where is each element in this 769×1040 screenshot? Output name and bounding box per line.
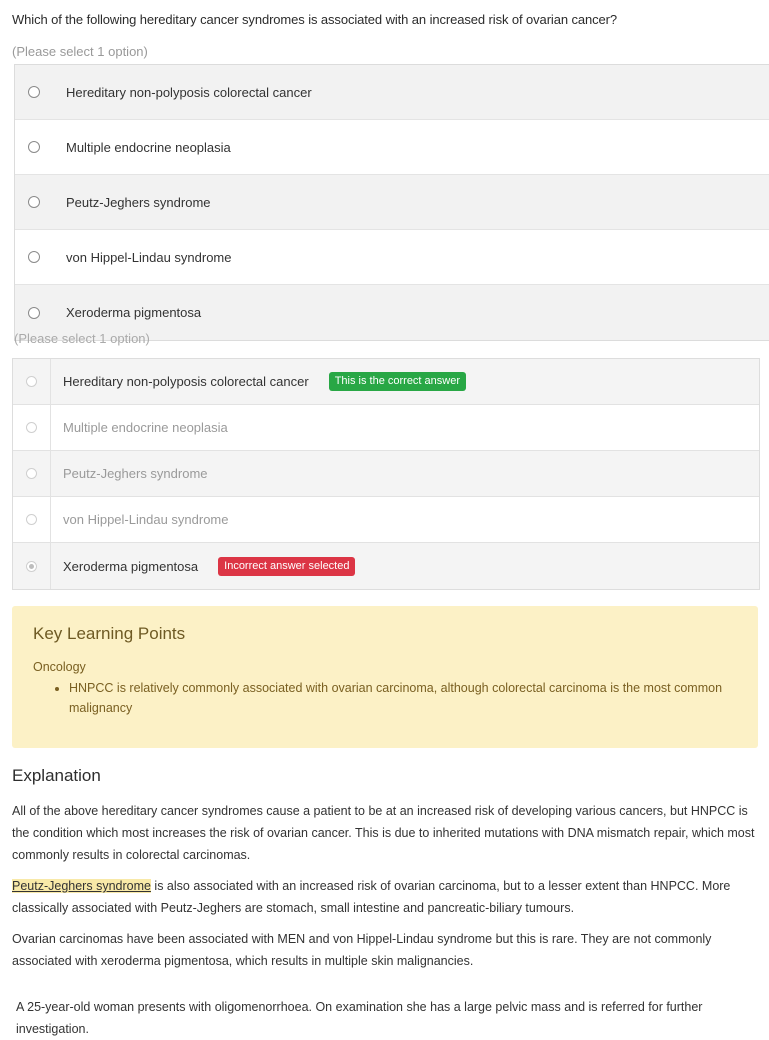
question-text: Which of the following hereditary cancer syndromes is associated with an increased risk of ovarian cancer? — [12, 12, 618, 27]
review-option-label: Multiple endocrine neoplasia — [63, 420, 228, 435]
incorrect-answer-badge: Incorrect answer selected — [218, 557, 355, 576]
correct-answer-badge: This is the correct answer — [329, 372, 466, 391]
review-option-label: Hereditary non-polyposis colorectal cancer — [63, 374, 309, 389]
explanation-paragraph: All of the above hereditary cancer syndromes cause a patient to be at an increased risk of developing various cancers, but HNPCC is the condition which most increases the risk of ovarian cancer. This is due to inherited mutations with DNA mismatch repair, which most commonly results in colorectal carcinomas. — [12, 804, 755, 862]
explanation-paragraph — [12, 875, 760, 919]
cut-off-hint — [14, 331, 174, 358]
option-men[interactable] — [15, 120, 769, 175]
option-list — [14, 64, 769, 341]
key-learning-point: • HNPCC is relatively commonly associated with ovarian carcinoma, although colorectal carcinoma is the most common malignancy — [69, 678, 737, 718]
review-option-men — [13, 405, 759, 451]
radio-button[interactable] — [28, 307, 40, 319]
review-option-xeroderma — [13, 543, 759, 589]
review-option-hnpcc — [13, 359, 759, 405]
review-option-peutz-jeghers — [13, 451, 759, 497]
radio-button — [26, 422, 37, 433]
radio-cell — [13, 359, 51, 404]
next-question-text: A 25-year-old woman presents with oligomenorrhoea. On examination she has a large pelvic mass and is referred for further investigation. — [16, 1000, 703, 1036]
option-label: von Hippel-Lindau syndrome — [66, 249, 232, 265]
option-label: Xeroderma pigmentosa — [66, 305, 202, 320]
option-peutz-jeghers[interactable] — [15, 175, 769, 230]
review-option-label: von Hippel-Lindau syndrome — [63, 512, 229, 527]
option-label: Peutz-Jeghers syndrome — [66, 194, 211, 210]
explanation-paragraph-text: is also associated with an increased risk of ovarian carcinoma, but to a lesser extent than HNPCC. More classically associated with Peutz-Jeghers are stomach, small intestine and pancreatic-biliary tumours. — [12, 879, 731, 915]
radio-cell — [13, 451, 51, 496]
radio-cell — [13, 497, 51, 542]
radio-button — [26, 468, 37, 479]
radio-cell — [13, 405, 51, 450]
radio-button — [26, 376, 37, 387]
radio-button[interactable] — [28, 86, 40, 98]
review-option-label: Peutz-Jeghers syndrome — [63, 466, 208, 481]
option-von-hippel-lindau[interactable] — [15, 230, 769, 285]
review-option-label: Xeroderma pigmentosa — [63, 558, 199, 574]
radio-button-selected — [26, 561, 37, 572]
key-learning-list — [33, 678, 737, 718]
radio-button — [26, 514, 37, 525]
answer-review-list — [12, 358, 760, 590]
radio-button[interactable] — [28, 196, 40, 208]
key-learning-category: Oncology — [33, 660, 86, 674]
explanation-paragraph: Ovarian carcinomas have been associated with MEN and von Hippel-Lindau syndrome but this is rare. They are not commonly associated with xeroderma pigmentosa, which results in multiple skin malignancies. — [12, 932, 712, 968]
explanation-body — [12, 800, 760, 981]
explanation-title: Explanation — [12, 766, 101, 785]
review-option-von-hippel-lindau — [13, 497, 759, 543]
cut-off-hint-text: (Please select 1 option) — [14, 331, 150, 346]
option-label: Hereditary non-polyposis colorectal cancer — [66, 84, 312, 100]
radio-button[interactable] — [28, 251, 40, 263]
radio-cell — [13, 543, 51, 589]
key-learning-points — [12, 606, 758, 748]
option-hnpcc[interactable] — [15, 65, 769, 120]
key-learning-title: Key Learning Points — [33, 624, 186, 643]
select-hint: (Please select 1 option) — [12, 44, 148, 59]
option-label: Multiple endocrine neoplasia — [66, 139, 231, 155]
radio-button[interactable] — [28, 141, 40, 153]
peutz-jeghers-link[interactable]: Peutz-Jeghers syndrome — [12, 879, 151, 893]
